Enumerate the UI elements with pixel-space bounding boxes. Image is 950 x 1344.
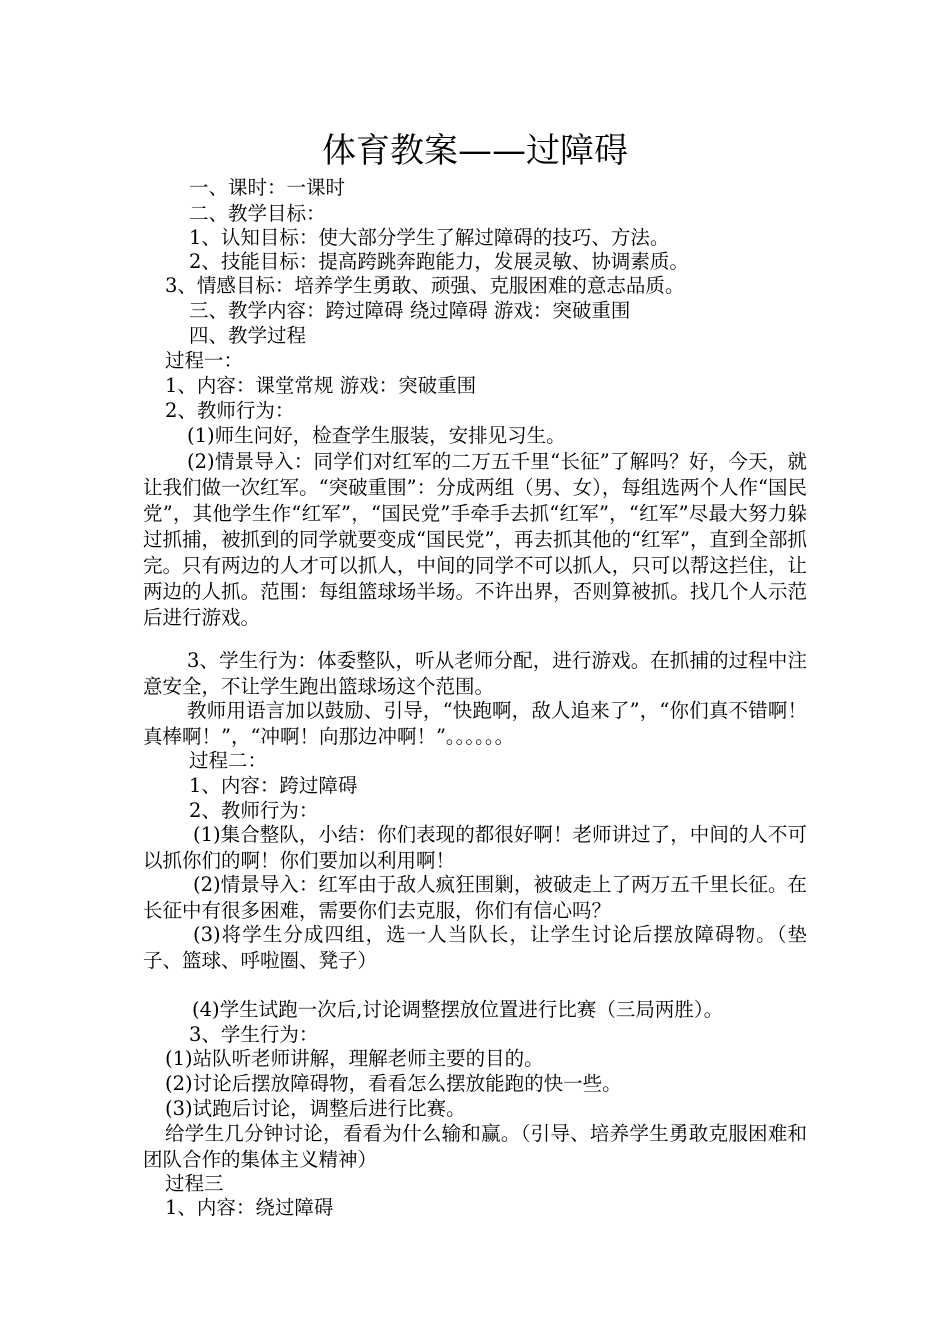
- process-one-teacher-heading: 2、教师行为：: [165, 399, 295, 422]
- teaching-goals-heading: 二、教学目标：: [189, 202, 326, 225]
- process-one-item-2-paragraph: (2)情景导入：同学们对红军的二万五千里“长征”了解吗？好，今天，就让我们做一次红军。“突破重围”：分成两组（男、女），每组选两个人作“国民党”，其他学生作“红军”，“国民党”手牵手去抓“红军”，“红军”尽最大努力躲过抓捕，被抓到的同学就要变成“国民党”，再去抓其他的“红军”，直到全部抓完。只有两边的人才可以抓人，中间的同学不可以抓人，只可以帮这拦住，让两边的人抓。范围：每组篮球场半场。不许出界，否则算被抓。找几个人示范后进行游戏。: [143, 450, 807, 629]
- cognitive-goal: 1、认知目标：使大部分学生了解过障碍的技巧、方法。: [189, 226, 670, 249]
- process-one-student-paragraph: 3、学生行为：体委整队，听从老师分配，进行游戏。在抓捕的过程中注意安全，不让学生跑出篮球场这个范围。: [143, 649, 807, 698]
- process-two-item-3-paragraph: (3)将学生分成四组，选一人当队长，让学生讨论后摆放障碍物。（垫子、篮球、呼啦圈、凳子）: [143, 923, 807, 972]
- process-two-content: 1、内容：跨过障碍: [189, 774, 358, 797]
- process-two-teacher-heading: 2、教师行为：: [189, 799, 319, 822]
- lesson-hours: 一、课时：一课时: [189, 176, 346, 199]
- process-one-item-1: (1)师生问好，检查学生服装，安排见习生。: [187, 424, 566, 447]
- teaching-process-heading: 四、教学过程: [189, 324, 307, 347]
- process-three-heading: 过程三: [165, 1172, 224, 1195]
- process-one-content: 1、内容：课堂常规 游戏：突破重围: [165, 374, 477, 397]
- student-item-3: (3)试跑后讨论，调整后进行比赛。: [165, 1097, 466, 1120]
- process-three-content: 1、内容：绕过障碍: [165, 1196, 334, 1219]
- student-item-1: (1)站队听老师讲解，理解老师主要的目的。: [165, 1047, 544, 1070]
- skill-goal: 2、技能目标：提高跨跳奔跑能力，发展灵敏、协调素质。: [189, 250, 689, 273]
- page-title: 体育教案——过障碍: [322, 131, 628, 171]
- process-two-student-heading: 3、学生行为：: [189, 1023, 319, 1046]
- process-one-heading: 过程一：: [165, 349, 244, 372]
- teacher-encouragement-paragraph: 教师用语言加以鼓励、引导，“快跑啊，敌人追来了”，“你们真不错啊！真棒啊！”，“冲啊！向那边冲啊！”。。。。。。: [143, 699, 807, 748]
- discussion-paragraph: 给学生几分钟讨论，看看为什么输和赢。（引导、培养学生勇敢克服困难和团队合作的集体主义精神）: [143, 1122, 807, 1171]
- process-two-item-1-paragraph: (1)集合整队，小结：你们表现的都很好啊！老师讲过了，中间的人不可以抓你们的啊！你们要加以利用啊！: [143, 823, 807, 872]
- emotion-goal: 3、情感目标：培养学生勇敢、顽强、克服困难的意志品质。: [165, 274, 685, 297]
- student-item-2: (2)讨论后摆放障碍物，看看怎么摆放能跑的快一些。: [165, 1072, 622, 1095]
- teaching-content: 三、教学内容：跨过障碍 绕过障碍 游戏：突破重围: [189, 299, 631, 322]
- process-two-heading: 过程二：: [189, 749, 268, 772]
- process-two-item-2-paragraph: (2)情景导入：红军由于敌人疯狂围剿，被破走上了两万五千里长征。在长征中有很多困难，需要你们去克服，你们有信心吗？: [143, 873, 807, 922]
- process-two-item-4: (4)学生试跑一次后,讨论调整摆放位置进行比赛（三局两胜）。: [192, 998, 724, 1021]
